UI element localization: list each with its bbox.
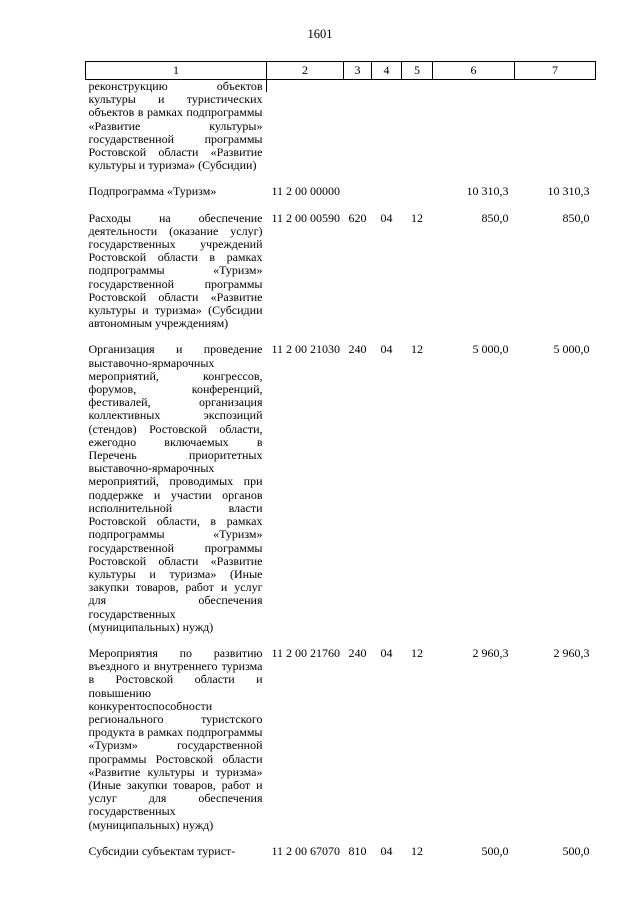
row-rz: 04	[380, 210, 393, 225]
row-sum-2: 500,0	[562, 843, 590, 858]
row-vr: 620	[348, 210, 367, 225]
page-number: 1601	[307, 27, 333, 41]
row-description: Расходы на обеспечение деятельности (оказание услуг) государственных учреждений Ростовской области в рамках подпрограммы «Туризм» государственной программы Ростовской области «Развитие культуры и туризма» (Субсидии автономным учреждениям)	[88, 210, 263, 331]
row-sum-1: 5 000,0	[472, 342, 509, 357]
row-rz: 04	[380, 645, 393, 660]
row-code: 11 2 00 00000	[271, 184, 341, 199]
table-header-row	[86, 62, 596, 80]
table-row	[86, 832, 596, 858]
row-pr	[402, 80, 433, 173]
row-sum-2: 10 310,3	[547, 184, 590, 199]
column-header: 1	[86, 62, 267, 80]
column-header: 7	[515, 62, 596, 80]
row-sum-2: 2 960,3	[553, 645, 590, 660]
row-pr: 12	[411, 342, 423, 357]
row-sum-1: 500,0	[481, 843, 509, 858]
row-sum-1: 10 310,3	[466, 184, 509, 199]
budget-table	[85, 61, 596, 858]
table-row	[86, 199, 596, 331]
row-vr: 810	[348, 843, 367, 858]
table-row	[86, 80, 596, 173]
row-sum-2	[515, 80, 596, 173]
row-description: Организация и проведение выставочно-ярмарочных мероприятий, конгрессов, форумов, конференций, фестивалей, организация коллективных экспозиций (стендов) Ростовской области, ежегодно включаемых в Перечень приоритетных выставочно-ярмарочных мероприятий, проводимых при поддержке и участии органов исполнительной власти Ростовской области, в рамках подпрограммы «Туризм» государственной программы Ростовской области «Развитие культуры и туризма» (Иные закупки товаров, работ и услуг для обеспечения государственных (муниципальных) нужд)	[88, 342, 263, 634]
row-sum-1	[433, 80, 515, 173]
row-code: 11 2 00 21760	[271, 645, 341, 660]
column-divider	[266, 78, 267, 92]
row-sum-1: 2 960,3	[472, 645, 509, 660]
table-row	[86, 330, 596, 633]
column-header: 6	[433, 62, 515, 80]
row-sum-1: 850,0	[481, 210, 509, 225]
table-row	[86, 172, 596, 198]
row-code: 11 2 00 00590	[271, 210, 341, 225]
row-vr: 240	[348, 645, 367, 660]
row-sum-2: 5 000,0	[553, 342, 590, 357]
row-description: Подпрограмма «Туризм»	[88, 184, 217, 199]
row-code: 11 2 00 67070	[271, 843, 341, 858]
row-rz: 04	[380, 342, 393, 357]
column-header: 5	[402, 62, 433, 80]
table-row	[86, 634, 596, 832]
row-vr: 240	[348, 342, 367, 357]
row-vr	[344, 172, 372, 198]
row-vr	[344, 80, 372, 173]
row-code: 11 2 00 21030	[271, 342, 341, 357]
row-pr: 12	[411, 645, 423, 660]
row-pr	[402, 172, 433, 198]
row-rz	[372, 80, 402, 173]
column-header: 2	[267, 62, 344, 80]
column-header: 3	[344, 62, 372, 80]
row-code	[267, 80, 344, 173]
column-header: 4	[372, 62, 402, 80]
row-description: Мероприятия по развитию въездного и внутреннего туризма в Ростовской области и повышению конкурентоспособности регионального туристского продукта в рамках подпрограммы «Туризм» государственной программы Ростовской области «Развитие культуры и туризма» (Иные закупки товаров, работ и услуг для обеспечения государственных (муниципальных) нужд)	[88, 645, 263, 832]
row-description: Субсидии субъектам турист-	[88, 843, 236, 858]
row-pr: 12	[411, 843, 423, 858]
row-rz	[372, 172, 402, 198]
row-rz: 04	[380, 843, 393, 858]
row-description: реконструкцию объектов культуры и туристических объектов в рамках подпрограммы «Развитие культуры» государственной программы Ростовской области «Развитие культуры и туризма» (Субсидии)	[88, 79, 263, 173]
row-sum-2: 850,0	[562, 210, 590, 225]
row-pr: 12	[411, 210, 423, 225]
